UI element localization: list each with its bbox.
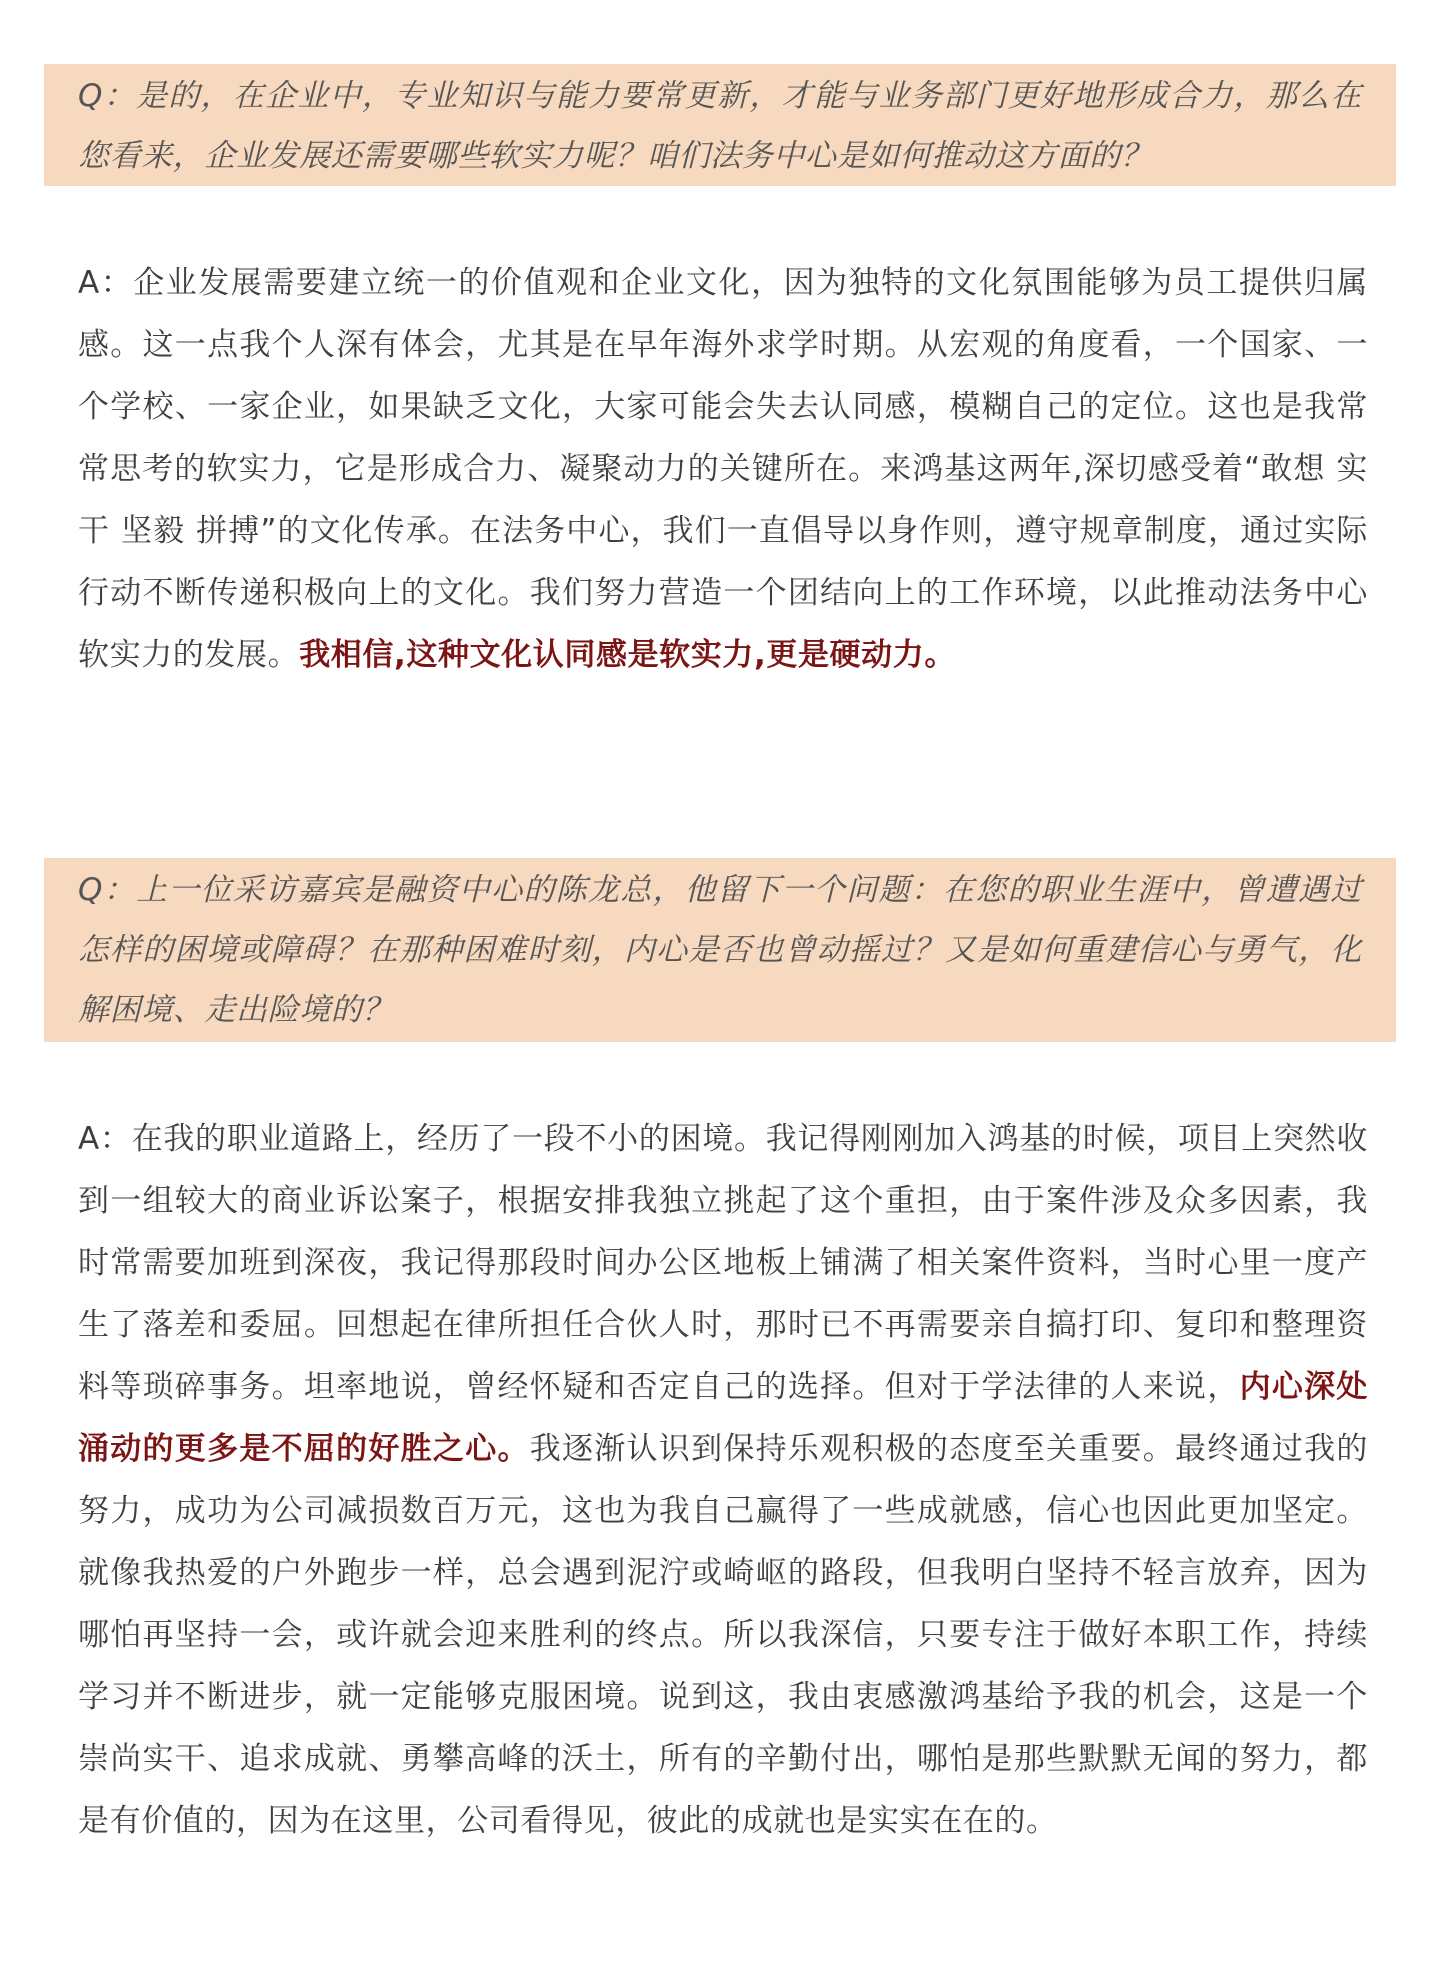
answer-2-paragraph [78,1108,1368,1852]
question-1-text: Q：是的，在企业中，专业知识与能力要常更新，才能与业务部门更好地形成合力，那么在您看来，企业发展还需要哪些软实力呢？咱们法务中心是如何推动这方面的？ [78,78,1362,174]
question-2-text: Q：上一位采访嘉宾是融资中心的陈龙总，他留下一个问题：在您的职业生涯中，曾遭遇过怎样的困境或障碍？在那种困难时刻，内心是否也曾动摇过？又是如何重建信心与勇气，化解困境、走出险境的？ [78,872,1362,1028]
answer-1-highlight: 我相信,这种文化认同感是软实力,更是硬动力。 [299,637,956,673]
answer-2-text-before: A：在我的职业道路上，经历了一段不小的困境。我记得刚刚加入鸿基的时候，项目上突然收到一组较大的商业诉讼案子，根据安排我独立挑起了这个重担，由于案件涉及众多因素，我时常需要加班到深夜，我记得那段时间办公区地板上铺满了相关案件资料，当时心里一度产生了落差和委屈。回想起在律所担任合伙人时，那时已不再需要亲自搞打印、复印和整理资料等琐碎事务。坦率地说，曾经怀疑和否定自己的选择。但对于学法律的人来说， [78,1121,1368,1405]
answer-2-text-after: 我逐渐认识到保持乐观积极的态度至关重要。最终通过我的努力，成功为公司减损数百万元，这也为我自己赢得了一些成就感，信心也因此更加坚定。就像我热爱的户外跑步一样，总会遇到泥泞或崎岖的路段，但我明白坚持不轻言放弃，因为哪怕再坚持一会，或许就会迎来胜利的终点。所以我深信，只要专注于做好本职工作，持续学习并不断进步，就一定能够克服困境。说到这，我由衷感激鸿基给予我的机会，这是一个崇尚实干、追求成就、勇攀高峰的沃土，所有的辛勤付出，哪怕是那些默默无闻的努力，都是有价值的，因为在这里，公司看得见，彼此的成就也是实实在在的。 [78,1431,1368,1839]
answer-1-paragraph [78,252,1368,686]
answer-2-highlight: 内心深处涌动的更多是不屈的好胜之心。 [78,1369,1368,1467]
question-1-box [44,64,1396,186]
question-2-box [44,858,1396,1042]
answer-1-text: A：企业发展需要建立统一的价值观和企业文化，因为独特的文化氛围能够为员工提供归属感。这一点我个人深有体会，尤其是在早年海外求学时期。从宏观的角度看，一个国家、一个学校、一家企业，如果缺乏文化，大家可能会失去认同感，模糊自己的定位。这也是我常常思考的软实力，它是形成合力、凝聚动力的关键所在。来鸿基这两年,深切感受着“敢想 实干 坚毅 拼搏”的文化传承。在法务中心，我们一直倡导以身作则，遵守规章制度，通过实际行动不断传递积极向上的文化。我们努力营造一个团结向上的工作环境，以此推动法务中心软实力的发展。 [78,265,1368,673]
